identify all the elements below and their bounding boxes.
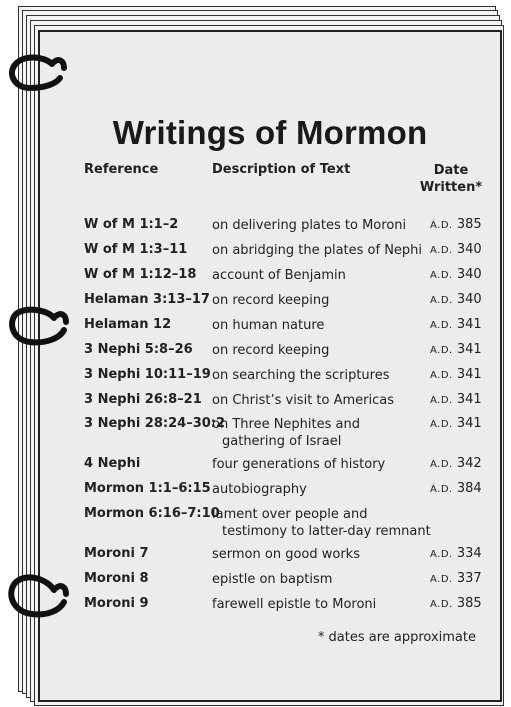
row-description	[212, 416, 432, 450]
row-date	[430, 392, 482, 407]
row-date-year: 340	[456, 267, 482, 282]
row-description	[212, 342, 432, 359]
row-description-line1: on delivering plates to Moroni	[212, 218, 407, 233]
row-date-era: A.D.	[430, 549, 453, 560]
row-date-year: 340	[456, 292, 482, 307]
row-date-era: A.D.	[430, 270, 453, 281]
column-header-description: Description of Text	[212, 162, 351, 177]
row-description-line1: on Christ’s visit to Americas	[212, 393, 395, 408]
row-reference: Helaman 12	[84, 317, 172, 332]
row-reference: W of M 1:3–11	[84, 242, 188, 257]
row-reference: Moroni 8	[84, 571, 149, 586]
row-date	[430, 596, 482, 611]
row-date	[430, 292, 482, 307]
row-description	[212, 292, 432, 309]
row-date	[430, 342, 482, 357]
row-date-era: A.D.	[430, 370, 453, 381]
row-description	[212, 267, 432, 284]
row-reference: 4 Nephi	[84, 456, 141, 471]
binder-ring-icon	[4, 300, 76, 352]
row-date-era: A.D.	[430, 574, 453, 585]
row-description-line1: on record keeping	[212, 293, 330, 308]
row-date-era: A.D.	[430, 419, 453, 430]
row-description	[212, 571, 432, 588]
row-description-line2: testimony to latter-day remnant	[222, 524, 431, 539]
row-date-era: A.D.	[430, 599, 453, 610]
row-date-year: 342	[456, 456, 482, 471]
row-date-era: A.D.	[430, 220, 453, 231]
row-description	[212, 217, 432, 234]
row-description-line1: on searching the scriptures	[212, 368, 390, 383]
row-date-year: 341	[456, 342, 482, 357]
row-date-year: 334	[456, 546, 482, 561]
row-description-line1: on record keeping	[212, 343, 330, 358]
row-reference: 3 Nephi 28:24–30:2	[84, 416, 226, 431]
row-date-year: 341	[456, 317, 482, 332]
row-date	[430, 242, 482, 257]
row-reference: Moroni 7	[84, 546, 149, 561]
row-date-year: 341	[456, 367, 482, 382]
row-description	[212, 367, 432, 384]
row-description	[212, 481, 432, 498]
row-date-year: 385	[456, 596, 482, 611]
row-date	[430, 217, 482, 232]
row-date	[430, 571, 482, 586]
page-title: Writings of Mormon	[112, 114, 428, 151]
row-description-line1: lament over people and	[212, 507, 368, 522]
row-description-line1: autobiography	[212, 482, 307, 497]
row-date-year: 341	[456, 416, 482, 431]
row-date	[430, 456, 482, 471]
row-date	[430, 481, 482, 496]
row-date	[430, 317, 482, 332]
row-reference: Helaman 3:13–17	[84, 292, 210, 307]
row-description-line1: sermon on good works	[212, 547, 360, 562]
row-description-line1: epistle on baptism	[212, 572, 333, 587]
column-header-date	[418, 162, 484, 196]
row-date-year: 385	[456, 217, 482, 232]
row-description	[212, 506, 432, 540]
row-date-year: 340	[456, 242, 482, 257]
row-description-line2: gathering of Israel	[222, 434, 342, 449]
row-reference: W of M 1:12–18	[84, 267, 197, 282]
column-header-date-line2: Written*	[419, 180, 483, 195]
row-date	[430, 367, 482, 382]
row-date-year: 384	[456, 481, 482, 496]
row-date	[430, 267, 482, 282]
row-description	[212, 456, 432, 473]
row-date-era: A.D.	[430, 320, 453, 331]
row-date-era: A.D.	[430, 459, 453, 470]
row-date-year: 341	[456, 392, 482, 407]
row-description-line1: on Three Nephites and	[212, 417, 360, 432]
row-description-line1: four generations of history	[212, 457, 386, 472]
row-date-era: A.D.	[430, 245, 453, 256]
footnote: * dates are approximate	[317, 630, 476, 645]
row-description-line1: on human nature	[212, 318, 325, 333]
column-header-reference: Reference	[84, 162, 159, 177]
row-date-era: A.D.	[430, 395, 453, 406]
binder-ring-icon	[4, 568, 76, 622]
row-reference: W of M 1:1–2	[84, 217, 179, 232]
row-description	[212, 317, 432, 334]
row-reference: Moroni 9	[84, 596, 149, 611]
document-page	[38, 30, 502, 702]
row-description	[212, 596, 432, 613]
row-reference: Mormon 1:1–6:15	[84, 481, 211, 496]
row-date	[430, 546, 482, 561]
row-date	[430, 416, 482, 431]
row-description	[212, 392, 432, 409]
row-reference: 3 Nephi 5:8–26	[84, 342, 193, 357]
row-description-line1: on abridging the plates of Nephi	[212, 243, 423, 258]
row-reference: 3 Nephi 10:11–19	[84, 367, 211, 382]
binder-ring-icon	[4, 52, 76, 98]
column-header-date-line1: Date	[433, 163, 469, 178]
row-description	[212, 546, 432, 563]
row-date-year: 337	[456, 571, 482, 586]
row-reference: 3 Nephi 26:8–21	[84, 392, 202, 407]
row-date-era: A.D.	[430, 484, 453, 495]
row-description-line1: account of Benjamin	[212, 268, 346, 283]
row-date-era: A.D.	[430, 345, 453, 356]
row-date-era: A.D.	[430, 295, 453, 306]
row-description	[212, 242, 432, 259]
row-description-line1: farewell epistle to Moroni	[212, 597, 377, 612]
row-reference: Mormon 6:16–7:10	[84, 506, 220, 521]
